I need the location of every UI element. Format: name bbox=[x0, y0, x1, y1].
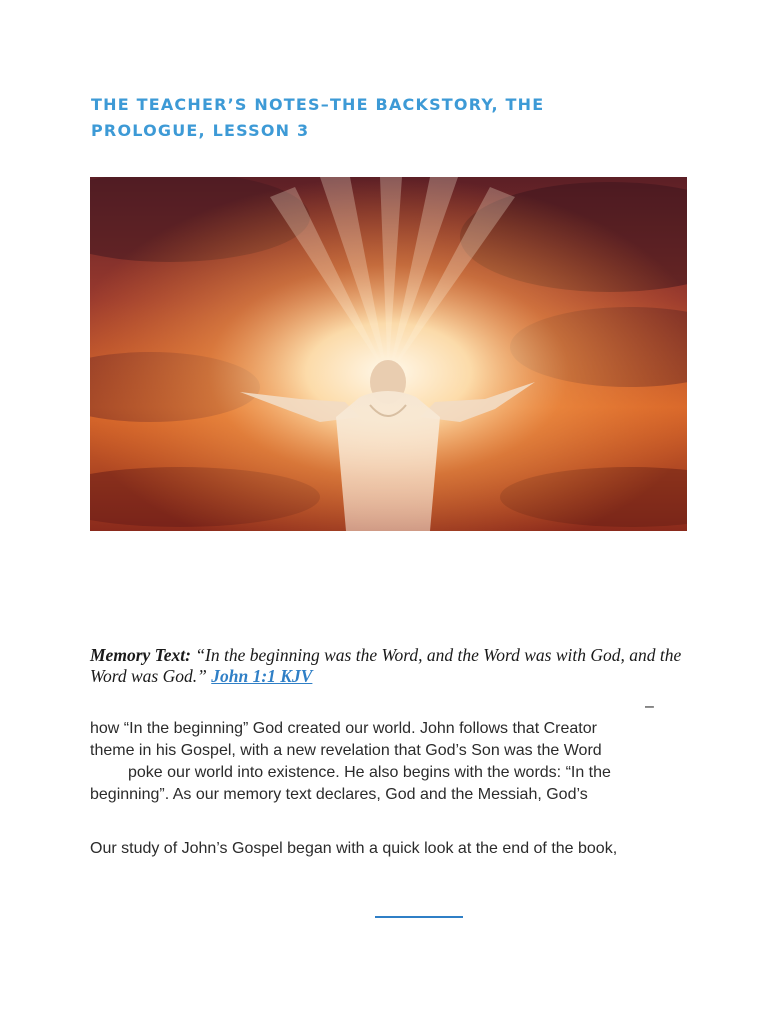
paragraph-line: theme in his Gospel, with a new revelation that God’s Son was the Word bbox=[90, 742, 602, 759]
memory-text-quote: “In the beginning was the Word, and the Word was with God, and the Word was God.” bbox=[90, 645, 682, 686]
body-paragraph-2: Our study of John’s Gospel began with a quick look at the end of the book, bbox=[90, 840, 618, 857]
scripture-reference-link[interactable]: John 1:1 KJV bbox=[211, 666, 313, 686]
page-title: THE TEACHER’S NOTES–THE BACKSTORY, THE PROLOGUE, LESSON 3 bbox=[91, 95, 545, 140]
hero-image bbox=[90, 177, 687, 531]
memory-text-label: Memory Text: bbox=[90, 645, 191, 665]
paragraph-line: beginning”. As our memory text declares, God and the Messiah, God’s bbox=[90, 786, 588, 803]
paragraph-line: poke our world into existence. He also begins with the words: “In the bbox=[128, 764, 611, 781]
sunset-sky-figure-icon bbox=[90, 177, 687, 531]
dash-mark: – bbox=[645, 698, 654, 715]
body-paragraph bbox=[90, 718, 680, 806]
paragraph-line: how “In the beginning” God created our world. John follows that Creator bbox=[90, 720, 597, 737]
memory-text bbox=[90, 645, 690, 687]
link-underline[interactable] bbox=[375, 916, 463, 918]
